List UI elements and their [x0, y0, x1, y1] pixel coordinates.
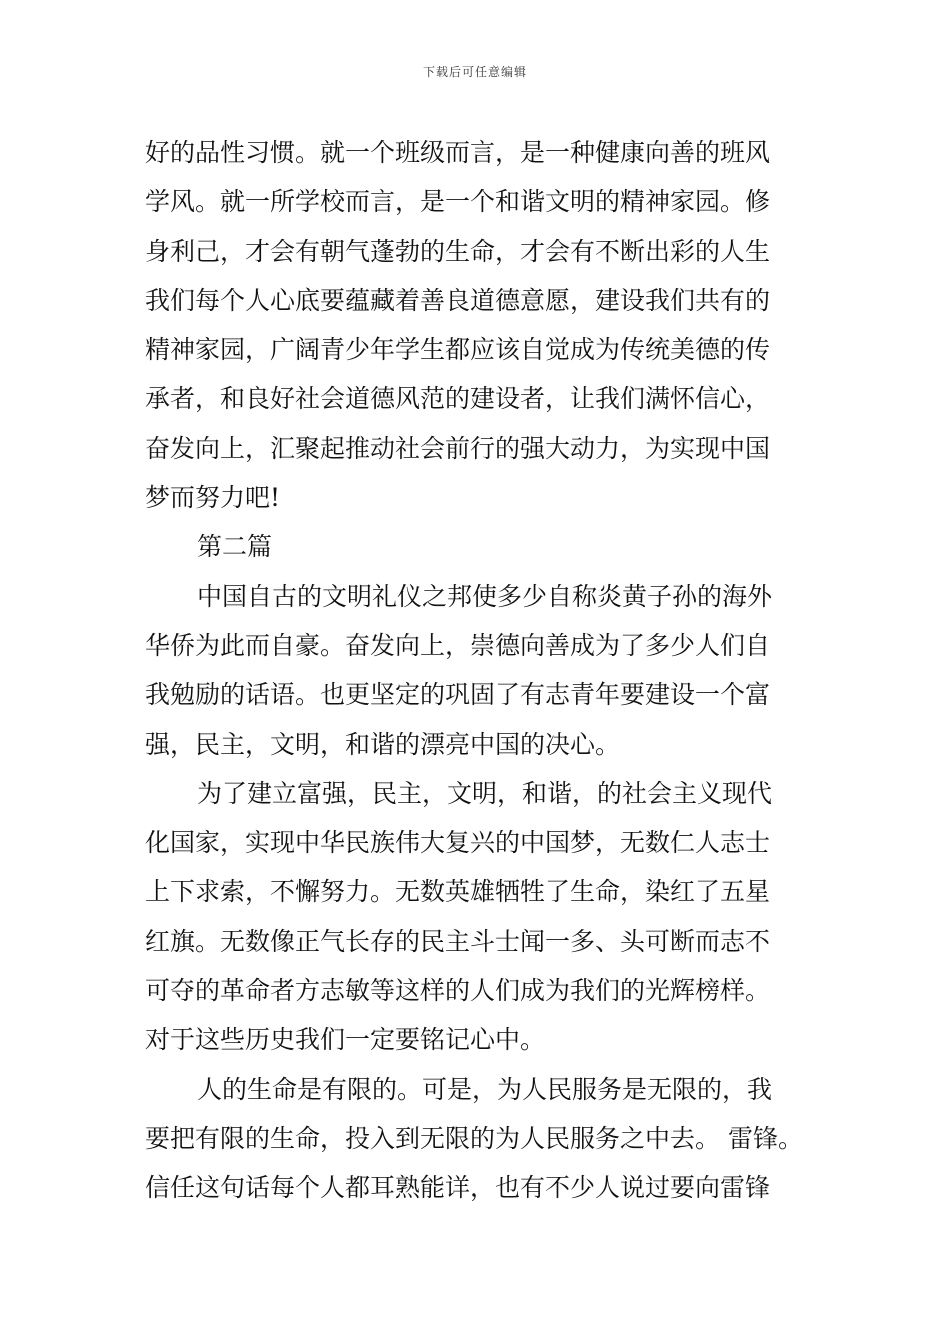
text-line: 要把有限的生命，投入到无限的为人民服务之中去。 雷锋。 [145, 1123, 803, 1153]
text-line: 我勉励的话语。也更坚定的巩固了有志青年要建设一个富 [145, 680, 771, 710]
text-line: 我们每个人心底要蕴藏着善良道德意愿，建设我们共有的 [145, 285, 771, 315]
text-line: 第二篇 [197, 532, 273, 562]
document-body [145, 128, 815, 1213]
text-line: 红旗。无数像正气长存的民主斗士闻一多、头可断而志不 [145, 926, 771, 956]
text-line: 强，民主，文明，和谐的漂亮中国的决心。 [145, 729, 621, 759]
text-line: 人的生命是有限的。可是，为人民服务是无限的，我 [197, 1074, 773, 1104]
text-line: 奋发向上，汇聚起推动社会前行的强大动力，为实现中国 [145, 433, 771, 463]
text-line: 身利己，才会有朝气蓬勃的生命，才会有不断出彩的人生 [145, 236, 771, 266]
text-line: 梦而努力吧! [145, 483, 281, 513]
text-line: 化国家，实现中华民族伟大复兴的中国梦，无数仁人志士 [145, 828, 771, 858]
text-line: 为了建立富强，民主，文明，和谐，的社会主义现代 [197, 778, 773, 808]
text-line: 信任这句话每个人都耳熟能详，也有不少人说过要向雷锋 [145, 1173, 771, 1203]
page-header: 下载后可任意编辑 [422, 65, 527, 79]
text-line: 对于这些历史我们一定要铭记心中。 [145, 1025, 546, 1055]
text-line: 承者，和良好社会道德风范的建设者，让我们满怀信心， [145, 384, 771, 414]
text-line: 中国自古的文明礼仪之邦使多少自称炎黄子孙的海外 [197, 581, 773, 611]
text-line: 精神家园，广阔青少年学生都应该自觉成为传统美德的传 [145, 335, 771, 365]
text-line: 华侨为此而自豪。奋发向上，崇德向善成为了多少人们自 [145, 630, 771, 660]
text-line: 可夺的革命者方志敏等这样的人们成为我们的光辉榜样。 [145, 976, 771, 1006]
text-line: 好的品性习惯。就一个班级而言，是一种健康向善的班风 [145, 138, 771, 167]
text-line: 上下求索，不懈努力。无数英雄牺牲了生命，染红了五星 [145, 877, 771, 907]
text-line: 学风。就一所学校而言，是一个和谐文明的精神家园。修 [145, 187, 771, 217]
